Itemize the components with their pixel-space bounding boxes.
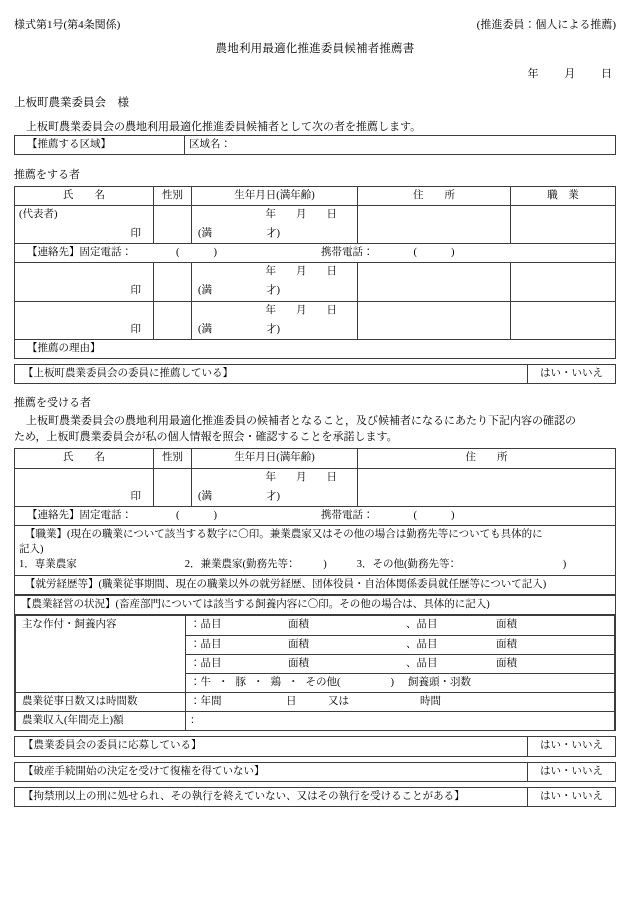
crop-row-3[interactable] (186, 654, 615, 673)
mobile-label: 携帯電話： (321, 247, 374, 259)
mobile-paren-open: ( (413, 247, 417, 259)
candidate-name-field[interactable] (15, 468, 154, 506)
dob-month: 月 (296, 304, 307, 316)
dob-day: 日 (326, 471, 337, 483)
seal-mark: 印 (130, 227, 141, 239)
date-line (0, 67, 630, 82)
candidate-table (14, 448, 616, 595)
table-row (16, 693, 615, 712)
job-heading: 【職業】(現在の職業について該当する数字に〇印。兼業農家又はその他の場合は勤務先等についても具体的に (25, 529, 543, 541)
livestock-row[interactable] (186, 673, 615, 692)
crop-item-label: ：品目 (190, 638, 222, 650)
page-title: 農地利用最適化推進委員候補者推薦書 (215, 42, 415, 55)
occupation-field[interactable] (511, 263, 616, 301)
representative-label: (代表者) (19, 208, 58, 220)
dob-year: 年 (265, 266, 276, 278)
dob-age-open: (満 (198, 323, 212, 335)
farming-status-table (14, 595, 616, 731)
livestock-chicken[interactable]: 鶏 (270, 676, 281, 688)
consent-paragraph (0, 414, 630, 445)
livestock-dot-1: ・ (218, 676, 229, 688)
seal-mark: 印 (130, 323, 141, 335)
table-header-row (15, 186, 616, 205)
dob-field[interactable] (192, 301, 358, 339)
occupation-block[interactable] (15, 526, 616, 576)
phone-paren-open: ( (176, 247, 180, 259)
farming-income-field[interactable]: ： (186, 712, 615, 731)
livestock-dot-2: ・ (253, 676, 264, 688)
crop-area-label-2: 面積 (496, 619, 517, 631)
recommender-section-label: 推薦をする者 (14, 168, 80, 181)
address-field[interactable] (358, 301, 511, 339)
main-crops-label: 主な作付・飼養内容 (16, 616, 186, 693)
phone-paren-open: ( (176, 509, 180, 521)
candidate-contact-row[interactable] (15, 506, 616, 525)
dob-field[interactable] (192, 263, 358, 301)
table-row (15, 135, 616, 154)
recommendation-reason-field[interactable] (15, 339, 616, 358)
crop-area-label-2: 面積 (496, 657, 517, 669)
crop-area-label: 面積 (288, 619, 309, 631)
career-history-field[interactable] (15, 576, 616, 595)
farming-detail-table (15, 615, 615, 730)
livestock-unit: 飼養頭・羽数 (408, 676, 471, 688)
header-note: (推進委員：個人による推薦) (476, 19, 616, 31)
recommender-question-table (14, 364, 616, 384)
dob-field[interactable] (192, 468, 358, 506)
livestock-cattle[interactable]: ：牛 (190, 676, 211, 688)
col-header-dob: 生年月日(満年齢) (192, 186, 358, 205)
table-row (16, 616, 615, 635)
job-option-2[interactable]: 2．兼業農家(勤務先等： (184, 559, 294, 571)
crop-item-label: ：品目 (190, 619, 222, 631)
table-row (15, 762, 616, 781)
dob-age-open: (満 (198, 285, 212, 297)
gender-field[interactable] (154, 205, 192, 243)
job-option-3-close: ) (562, 559, 567, 571)
dob-age-open: (満 (198, 490, 212, 502)
col-header-dob: 生年月日(満年齢) (192, 449, 358, 468)
table-row (15, 263, 616, 301)
crop-row-1[interactable] (186, 616, 615, 635)
career-heading: 【就労経歴等】(職業従事期間、現在の職業以外の就労経歴、団体役員・自治体関係委員就任歴等について記入) (25, 579, 547, 591)
crop-area-label: 面積 (288, 638, 309, 650)
farming-days-label: 農業従事日数又は時間数 (16, 693, 186, 712)
crop-row-2[interactable] (186, 635, 615, 654)
table-header-row (15, 449, 616, 468)
dob-age-open: (満 (198, 227, 212, 239)
question-text-1: 【農業委員会の委員に応募している】 (15, 737, 528, 756)
form-page (0, 18, 630, 921)
table-row (15, 365, 616, 384)
lead-sentence: 上板町農業委員会の農地利用最適化推進委員候補者として次の者を推薦します。 (26, 120, 422, 133)
dob-age-close: 才) (266, 285, 280, 297)
col-header-gender: 性別 (154, 449, 192, 468)
phone-paren-close: ) (213, 247, 217, 259)
col-header-name: 氏 名 (15, 186, 154, 205)
date-day: 日 (601, 68, 612, 81)
occupation-field[interactable] (511, 301, 616, 339)
job-heading-cont: 記入) (19, 543, 44, 555)
dob-field[interactable] (192, 205, 358, 243)
recommender-name-field-3[interactable] (15, 301, 154, 339)
crop-area-label: 面積 (288, 657, 309, 669)
livestock-pig[interactable]: 豚 (235, 676, 246, 688)
recommender-contact-row[interactable] (15, 244, 616, 263)
question-answer-choice-1[interactable]: はい・いいえ (528, 737, 616, 756)
job-option-1[interactable]: 1．専業農家 (19, 559, 77, 571)
address-field[interactable] (358, 263, 511, 301)
dob-year: 年 (265, 304, 276, 316)
question-answer-choice-2[interactable]: はい・いいえ (528, 762, 616, 781)
recommender-table (14, 186, 616, 360)
address-field[interactable] (358, 468, 616, 506)
address-field[interactable] (358, 205, 511, 243)
crop-item-label-2: 、品目 (406, 657, 438, 669)
date-month: 月 (564, 68, 576, 81)
col-header-address: 住 所 (358, 449, 616, 468)
col-header-address: 住 所 (358, 186, 511, 205)
question-text-3: 【拘禁刑以上の刑に処せられ、その執行を終えていない、又はその執行を受けることがある】 (15, 787, 528, 806)
mobile-paren-close: ) (451, 247, 455, 259)
date-year: 年 (527, 68, 539, 81)
livestock-dot-3: ・ (288, 676, 299, 688)
livestock-other-close: ) (390, 676, 394, 688)
farming-hours-unit: 時間 (420, 696, 441, 708)
dob-month: 月 (296, 266, 307, 278)
table-row (15, 339, 616, 358)
dob-day: 日 (326, 304, 337, 316)
area-label: 【推薦する区域】 (15, 135, 185, 154)
gender-field[interactable] (154, 263, 192, 301)
dob-day: 日 (326, 208, 337, 220)
form-number: 様式第1号(第4条関係) (14, 19, 121, 31)
col-header-gender: 性別 (154, 186, 192, 205)
consent-line-1: 上板町農業委員会の農地利用最適化推進委員の候補者となること，及び候補者になるにあたり下記内容の確認の (26, 415, 576, 428)
question-answer-choice[interactable]: はい・いいえ (528, 365, 616, 384)
col-header-occupation: 職 業 (511, 186, 616, 205)
mobile-label: 携帯電話： (321, 509, 374, 521)
table-row (15, 737, 616, 756)
job-option-2-close: ) (323, 559, 327, 571)
occupation-field[interactable] (511, 205, 616, 243)
dob-year: 年 (265, 471, 276, 483)
table-row (15, 205, 616, 243)
candidate-questions-table-2 (14, 762, 616, 782)
table-row (15, 506, 616, 525)
dob-month: 月 (296, 208, 307, 220)
crop-item-label-2: 、品目 (406, 619, 438, 631)
gender-field[interactable] (154, 301, 192, 339)
table-row (15, 526, 616, 576)
job-option-3[interactable]: 3．その他(勤務先等： (356, 559, 455, 571)
table-row (15, 615, 616, 731)
table-row (15, 468, 616, 506)
crop-area-label-2: 面積 (496, 638, 517, 650)
mobile-paren-close: ) (451, 509, 455, 521)
dob-day: 日 (326, 266, 337, 278)
farming-heading: 【農業経営の状況】(畜産部門については該当する飼養内容に〇印。その他の場合は、具体的に記入) (15, 596, 616, 615)
table-row (15, 576, 616, 595)
table-row (15, 244, 616, 263)
reason-label: 【推薦の理由】 (27, 342, 101, 354)
area-value-field[interactable]: 区域名： (185, 135, 616, 154)
dob-age-close: 才) (266, 490, 280, 502)
dob-age-close: 才) (266, 323, 280, 335)
table-row (16, 712, 615, 731)
mobile-paren-open: ( (413, 509, 417, 521)
gender-field[interactable] (154, 468, 192, 506)
candidate-questions-table (14, 736, 616, 756)
question-text: 【上板町農業委員会の委員に推薦している】 (15, 365, 528, 384)
consent-line-2: ため，上板町農業委員会が私の個人情報を照会・確認することを承諾します。 (14, 430, 398, 443)
farming-days-value: ：年間 (190, 696, 222, 708)
dob-age-close: 才) (266, 227, 280, 239)
crop-item-label: ：品目 (190, 657, 222, 669)
col-header-name: 氏 名 (15, 449, 154, 468)
crop-item-label-2: 、品目 (406, 638, 438, 650)
representative-name-field[interactable] (15, 205, 154, 243)
seal-mark: 印 (130, 285, 141, 297)
dob-month: 月 (296, 471, 307, 483)
farming-detail-cell (15, 615, 616, 731)
farming-days-unit: 日 (286, 696, 297, 708)
phone-paren-close: ) (213, 509, 217, 521)
farming-income-label: 農業収入(年間売上)額 (16, 712, 186, 731)
table-row (15, 596, 616, 615)
livestock-other[interactable]: その他( (305, 676, 341, 688)
table-row (15, 301, 616, 339)
contact-label: 【連絡先】固定電話： (27, 509, 132, 521)
question-answer-choice-3[interactable]: はい・いいえ (528, 787, 616, 806)
contact-label: 【連絡先】固定電話： (27, 247, 132, 259)
area-table (14, 135, 616, 155)
seal-mark: 印 (130, 490, 141, 502)
farming-days-or: 又は (328, 696, 349, 708)
table-row (15, 787, 616, 806)
candidate-questions-table-3 (14, 787, 616, 807)
addressee: 上板町農業委員会 様 (14, 97, 129, 110)
question-text-2: 【破産手続開始の決定を受けて復権を得ていない】 (15, 762, 528, 781)
recommender-name-field-2[interactable] (15, 263, 154, 301)
dob-year: 年 (265, 208, 276, 220)
candidate-section-label: 推薦を受ける者 (14, 397, 91, 410)
farming-days-row[interactable] (186, 693, 615, 712)
header-row (0, 18, 630, 33)
